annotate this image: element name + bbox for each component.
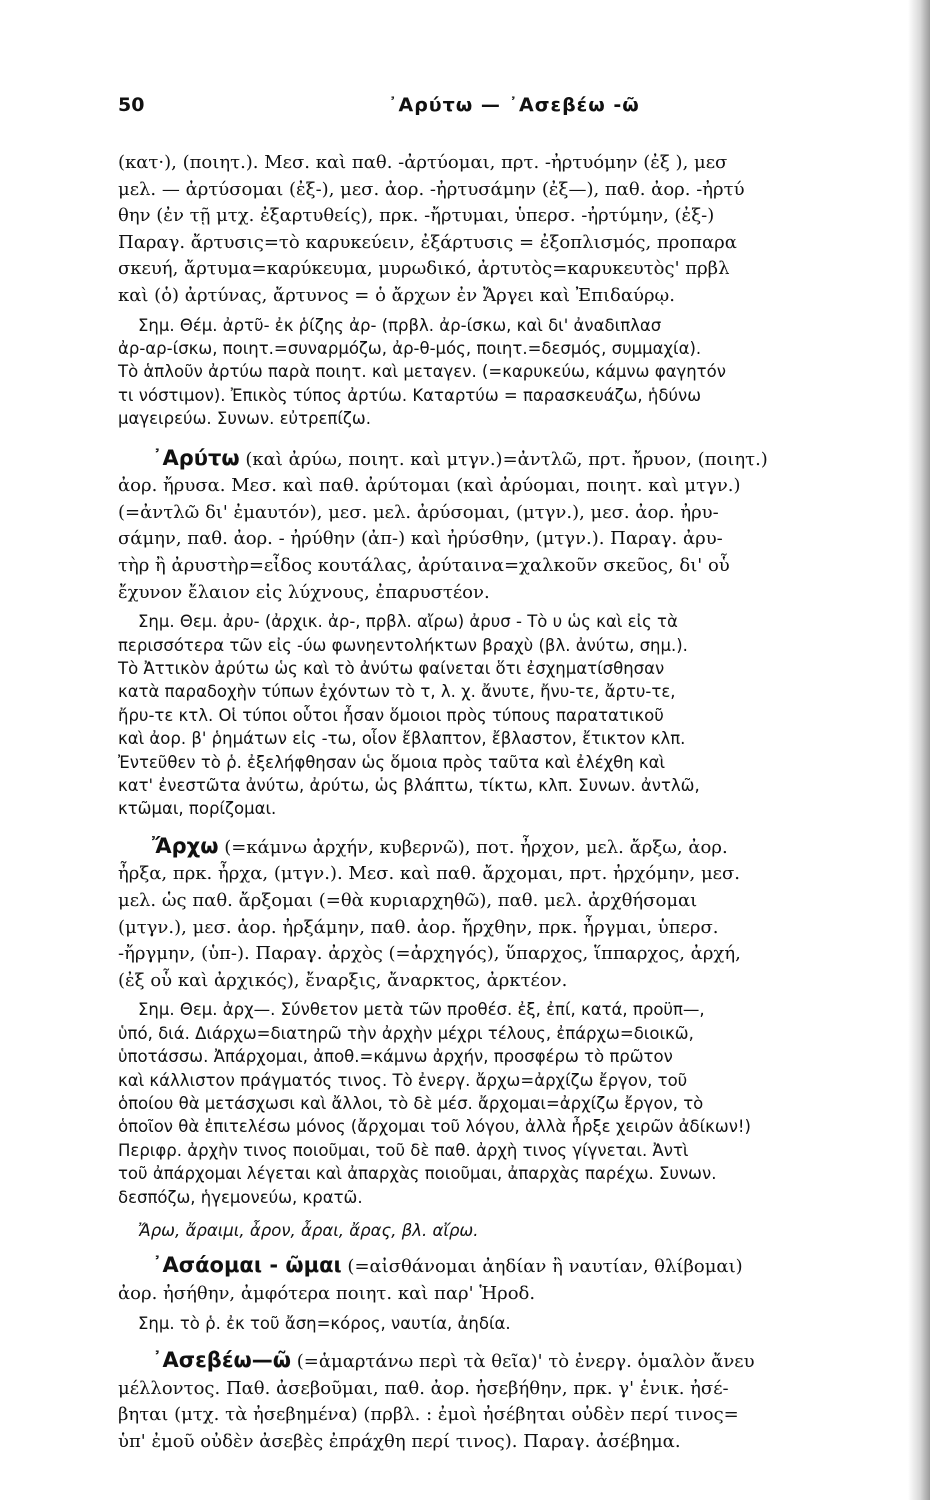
entry-note — [118, 1312, 904, 1335]
entry-line: μελ. ὡς παθ. ἄρξομαι (=θὰ κυριαρχηθῶ), παθ. μελ. ἀρχθήσομαι — [118, 890, 698, 911]
entry-line: (=ἀντλῶ δι' ἐμαυτόν), μεσ. μελ. ἀρύσομαι, (μτγν.), μεσ. ἀορ. ἠρυ- — [118, 501, 719, 523]
page-header — [118, 94, 908, 126]
entry-first-line — [118, 833, 904, 862]
entry-first-line — [118, 445, 904, 474]
note-line: περισσότερα τῶν εἰς -ύω φωνηεντολήκτων βραχὺ (βλ. ἀνύτω, σημ.). — [118, 635, 688, 655]
note-line: κατὰ παραδοχὴν τύπων ἐχόντων τὸ τ, λ. χ. ἄνυτε, ἤνυ-τε, ἄρτυ-τε, — [118, 682, 676, 702]
note-line: Ἄρω, ἄραιμι, ἆρον, ἆραι, ἄρας, βλ. αἴρω. — [138, 1221, 479, 1241]
entry-line: (κατ·), (ποιητ.). Μεσ. καὶ παθ. -ἀρτύομαι, πρτ. -ἠρτυόμην (ἐξ ), μεσ — [118, 152, 728, 173]
note-line: ὁποῖον θὰ ἐπιτελέσω μόνος (ἄρχομαι τοῦ λόγου, ἀλλὰ ἦρξε χειρῶν ἀδίκων!) — [118, 1117, 751, 1137]
entry-artyo-continued — [118, 150, 904, 431]
page-edge-shadow — [908, 0, 930, 1500]
entry-line: τὴρ ἢ ἀρυστὴρ=εἶδος κουτάλας, ἀρύταινα=χαλκοῦν σκεῦος, δι' οὗ — [118, 554, 730, 576]
entry-note — [118, 1219, 904, 1242]
entry-line: ἦρξα, πρκ. ἦρχα, (μτγν.). Μεσ. καὶ παθ. ἄρχομαι, πρτ. ἠρχόμην, μεσ. — [118, 863, 741, 885]
note-line: καὶ ἀορ. β' ῥημάτων εἰς -τω, οἷον ἔβλαπτον, ἔβλαστον, ἔτικτον κλπ. — [118, 729, 686, 749]
entry-line: καὶ (ὁ) ἀρτύνας, ἄρτυνος = ὁ ἄρχων ἐν Ἄργει καὶ Ἐπιδαύρῳ. — [118, 284, 675, 306]
entry-aryto — [118, 445, 904, 821]
note-line: τοῦ ἀπάρχομαι λέγεται καὶ ἀπαρχὰς ποιοῦμαι, ἀπαρχὰς παρέχω. Συνων. — [118, 1164, 717, 1184]
entry-archo — [118, 833, 904, 1209]
entry-line: σκευή, ἄρτυμα=καρύκευμα, μυρωδικό, ἀρτυτὸς=καρυκευτὸς' πρβλ — [118, 258, 730, 280]
note-line: Τὸ Ἀττικὸν ἀρύτω ὡς καὶ τὸ ἀνύτω φαίνεται ὅτι ἐσχηματίσθησαν — [118, 658, 665, 678]
page-number: 50 — [118, 94, 145, 116]
entry-note — [118, 314, 904, 431]
entry-line: (=ἁμαρτάνω περὶ τὰ θεῖα)' τὸ ἐνεργ. ὁμαλὸν ἄνευ — [296, 1351, 755, 1373]
note-line: ὁποίου θὰ μετάσχωσι καὶ ἄλλοι, τὸ δὲ μέσ. ἄρχομαι=ἀρχίζω ἔργον, τὸ — [118, 1094, 704, 1113]
entry-aro — [118, 1219, 904, 1242]
running-head: ᾿Αρύτω — ᾿Ασεβέω -ῶ — [388, 94, 640, 116]
note-line: Τὸ ἁπλοῦν ἀρτύω παρὰ ποιητ. καὶ μεταγεν. (=καρυκεύω, κάμνω φαγητόν — [118, 362, 726, 382]
entry-line: Παραγ. ἄρτυσις=τὸ καρυκεύειν, ἐξάρτυσις = ἐξοπλισμός, προπαρα — [118, 231, 737, 253]
entry-body — [118, 445, 904, 607]
entry-body — [118, 1347, 904, 1455]
note-line: Περιφρ. ἀρχὴν τινος ποιοῦμαι, τοῦ δὲ παθ. ἀρχὴ τινος γίγνεται. Ἀντὶ — [118, 1140, 689, 1160]
note-line: ὑποτάσσω. Ἀπάρχομαι, ἀποθ.=κάμνω ἀρχήν, προσφέρω τὸ πρῶτον — [118, 1047, 673, 1067]
entry-headword: Ἄρχω — [152, 833, 219, 858]
entry-line: (μτγν.), μεσ. ἀορ. ἠρξάμην, παθ. ἀορ. ἤρχθην, πρκ. ἦργμαι, ὑπερσ. — [118, 916, 719, 938]
entry-line: βηται (μτχ. τὰ ἠσεβημένα) (πρβλ. : ἐμοὶ ἠσέβηται οὐδὲν περί τινος= — [118, 1404, 739, 1426]
entry-line: ἔχυνον ἔλαιον εἰς λύχνους, ἐπαρυστέον. — [118, 581, 490, 603]
entry-headword: ᾿Ασάομαι - ῶμαι — [152, 1253, 342, 1278]
note-line: Σημ. Θεμ. ἀρχ—. Σύνθετον μετὰ τῶν προθέσ. ἐξ, ἐπί, κατά, προϋπ—, — [138, 1000, 705, 1020]
entry-line: ἀορ. ἤρυσα. Μεσ. καὶ παθ. ἀρύτομαι (καὶ ἀρύομαι, ποιητ. καὶ μτγν.) — [118, 475, 741, 497]
entry-asebeo — [118, 1347, 904, 1455]
entry-body — [118, 833, 904, 995]
entry-headword: ᾿Αρύτω — [152, 445, 240, 470]
note-line: δεσπόζω, ἡγεμονεύω, κρατῶ. — [118, 1187, 363, 1207]
entry-line: -ἤργμην, (ὑπ-). Παραγ. ἀρχὸς (=ἀρχηγός), ὕπαρχος, ἵππαρχος, ἀρχή, — [118, 943, 741, 965]
entry-line: μέλλοντος. Παθ. ἀσεβοῦμαι, παθ. ἀορ. ἠσεβήθην, πρκ. γ' ἑνικ. ἠσέ- — [118, 1377, 729, 1399]
note-line: Ἐντεῦθεν τὸ ῥ. ἐξελήφθησαν ὡς ὅμοια πρὸς ταῦτα καὶ ἐλέχθη καὶ — [118, 752, 666, 772]
entry-line: (=κάμνω ἀρχήν, κυβερνῶ), ποτ. ἦρχον, μελ. ἄρξω, ἀορ. — [224, 836, 728, 858]
entry-line: (ἐξ οὗ καὶ ἀρχικός), ἔναρξις, ἄναρκτος, ἀρκτέον. — [118, 969, 568, 991]
entry-line: θην (ἐν τῇ μτχ. ἐξαρτυθείς), πρκ. -ἤρτυμαι, ὑπερσ. -ἠρτύμην, (ἐξ-) — [118, 205, 715, 227]
note-line: ἤρυ-τε κτλ. Οἱ τύποι οὗτοι ἦσαν ὅμοιοι πρὸς τύπους παρατατικοῦ — [118, 705, 664, 725]
note-line: τι νόστιμον). Ἐπικὸς τύπος ἀρτύω. Καταρτύω = παρασκευάζω, ἡδύνω — [118, 385, 702, 405]
note-line: Σημ. Θέμ. ἀρτῦ- ἐκ ῥίζης ἀρ- (πρβλ. ἀρ-ίσκω, καὶ δι' ἀναδιπλασ — [138, 315, 662, 335]
entry-first-line — [118, 1252, 904, 1281]
entry-headword: ᾿Ασεβέω—ῶ — [152, 1348, 292, 1373]
note-line: Σημ. Θεμ. ἀρυ- (ἀρχικ. ἀρ-, πρβλ. αἴρω) ἀρυσ - Τὸ υ ὡς καὶ εἰς τὰ — [138, 612, 678, 632]
entry-line: σάμην, παθ. ἀορ. - ἠρύθην (ἀπ-) καὶ ἠρύσθην, (μτγν.). Παραγ. ἀρυ- — [118, 528, 723, 550]
note-line: ἀρ-αρ-ίσκω, ποιητ.=συναρμόζω, ἀρ-θ-μός, ποιητ.=δεσμός, συμμαχία). — [118, 338, 702, 358]
entry-line: ὑπ' ἐμοῦ οὐδὲν ἀσεβὲς ἐπράχθη περί τινος). Παραγ. ἀσέβημα. — [118, 1430, 681, 1452]
note-line: μαγειρεύω. Συνων. εὐτρεπίζω. — [118, 409, 371, 429]
entry-line: (καὶ ἀρύω, ποιητ. καὶ μτγν.)=ἀντλῶ, πρτ. ἤρυον, (ποιητ.) — [245, 448, 768, 470]
entry-line: (=αἰσθάνομαι ἀηδίαν ἢ ναυτίαν, θλίβομαι) — [347, 1256, 743, 1278]
entry-line: ἀορ. ἠσήθην, ἀμφότερα ποιητ. καὶ παρ' Ἡροδ. — [118, 1283, 536, 1305]
note-line: καὶ κάλλιστον πράγματός τινος. Τὸ ἐνεργ. ἄρχω=ἀρχίζω ἔργον, τοῦ — [118, 1070, 688, 1090]
note-line: ὑπό, διά. Διάρχω=διατηρῶ τὴν ἀρχὴν μέχρι τέλους, ἐπάρχω=διοικῶ, — [118, 1023, 694, 1043]
entry-body — [118, 1252, 904, 1307]
entry-body — [118, 150, 904, 310]
entry-note — [118, 610, 904, 821]
entry-line: μελ. — ἀρτύσομαι (ἐξ-), μεσ. ἀορ. -ἠρτυσάμην (ἐξ—), παθ. ἀορ. -ἠρτύ — [118, 178, 745, 200]
note-line: κατ' ἐνεστῶτα ἀνύτω, ἀρύτω, ὡς βλάπτω, τίκτω, κλπ. Συνων. ἀντλῶ, — [118, 776, 700, 795]
note-line: Σημ. τὸ ῥ. ἐκ τοῦ ἄση=κόρος, ναυτία, ἀηδία. — [138, 1313, 511, 1333]
note-line: κτῶμαι, πορίζομαι. — [118, 799, 277, 819]
entry-first-line — [118, 1347, 904, 1376]
entry-note — [118, 998, 904, 1209]
entry-asaomai — [118, 1252, 904, 1335]
body-text — [118, 150, 904, 1465]
